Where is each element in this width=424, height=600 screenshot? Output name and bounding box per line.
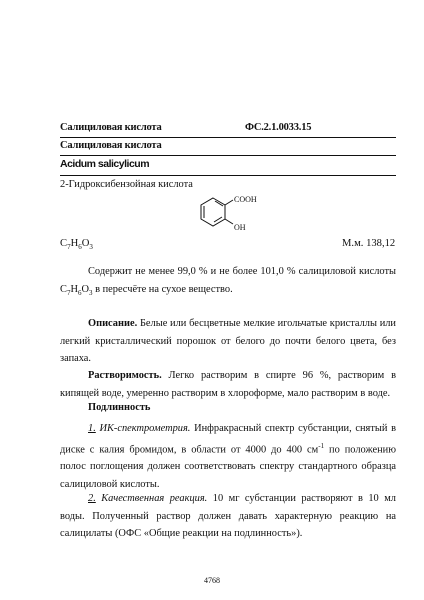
description-text: Белые или бесцветные мелкие игольчатые кристаллы или легкий кристаллический порошок от белого до почти белого цвета, без запаха. xyxy=(60,318,396,364)
qual-number: 2. xyxy=(88,493,96,504)
solubility-label: Растворимость. xyxy=(88,370,162,381)
page-number: 4768 xyxy=(204,576,220,585)
solubility-text: Легко растворим в спирте 96 %, растворим в кипящей воде, умеренно растворим в хлороформе, мало растворим в воде. xyxy=(60,370,396,399)
header-rule-3 xyxy=(60,175,396,176)
ir-label: ИК-спектрометрия. xyxy=(95,423,191,434)
header-rule-1 xyxy=(60,137,396,138)
ir-text-2: по положению полос поглощения должен соответствовать спектру стандартного образца салициловой кислоты. xyxy=(60,443,396,490)
qual-text: 10 мг субстанции растворяют в 10 мл воды. Полученный раствор должен давать характерную реакцию на салицилаты (ОФС «Общие реакции на подлинность»). xyxy=(60,493,396,539)
qual-label: Качественная реакция. xyxy=(95,493,208,504)
oh-bond xyxy=(225,219,233,224)
header-rule-2 xyxy=(60,155,396,156)
latin-title: Acidum salicylicum xyxy=(60,158,150,170)
ir-paragraph xyxy=(60,420,396,493)
inline-formula: $C_7H_6O_3$ xyxy=(60,283,93,297)
monograph-title: Салициловая кислота xyxy=(60,122,162,133)
cooh-bond xyxy=(225,200,233,205)
identity-heading: Подлинность xyxy=(88,402,151,413)
ir-text-1: Инфракрасный спектр субстанции, снятый в диске с калия бромидом, в области от 4000 до 400 см xyxy=(60,423,396,455)
molar-mass: М.м. 138,12 xyxy=(342,238,396,249)
oh-label: OH xyxy=(234,223,246,232)
monograph-title-secondary: Салициловая кислота xyxy=(60,140,162,151)
molecular-formula: $C_7H_6O_3$ xyxy=(60,238,93,252)
cooh-label: COOH xyxy=(234,195,257,204)
benzene-ring xyxy=(201,198,233,226)
monograph-code: ФС.2.1.0033.15 xyxy=(245,122,312,133)
description-label: Описание. xyxy=(88,318,138,329)
description-paragraph xyxy=(60,315,396,368)
content-paragraph: Содержит не менее 99,0 % и не более 101,0 % салициловой кислоты $C_7H_6O_3$ в пересчёте на сухое вещество. xyxy=(60,266,396,297)
ir-unit-sup: -1 xyxy=(318,441,325,450)
iupac-name: 2-Гидроксибензойная кислота xyxy=(60,179,193,190)
solubility-paragraph xyxy=(60,367,396,402)
structural-formula xyxy=(180,190,270,238)
qualitative-paragraph xyxy=(60,490,396,543)
ir-number: 1. xyxy=(88,423,96,434)
